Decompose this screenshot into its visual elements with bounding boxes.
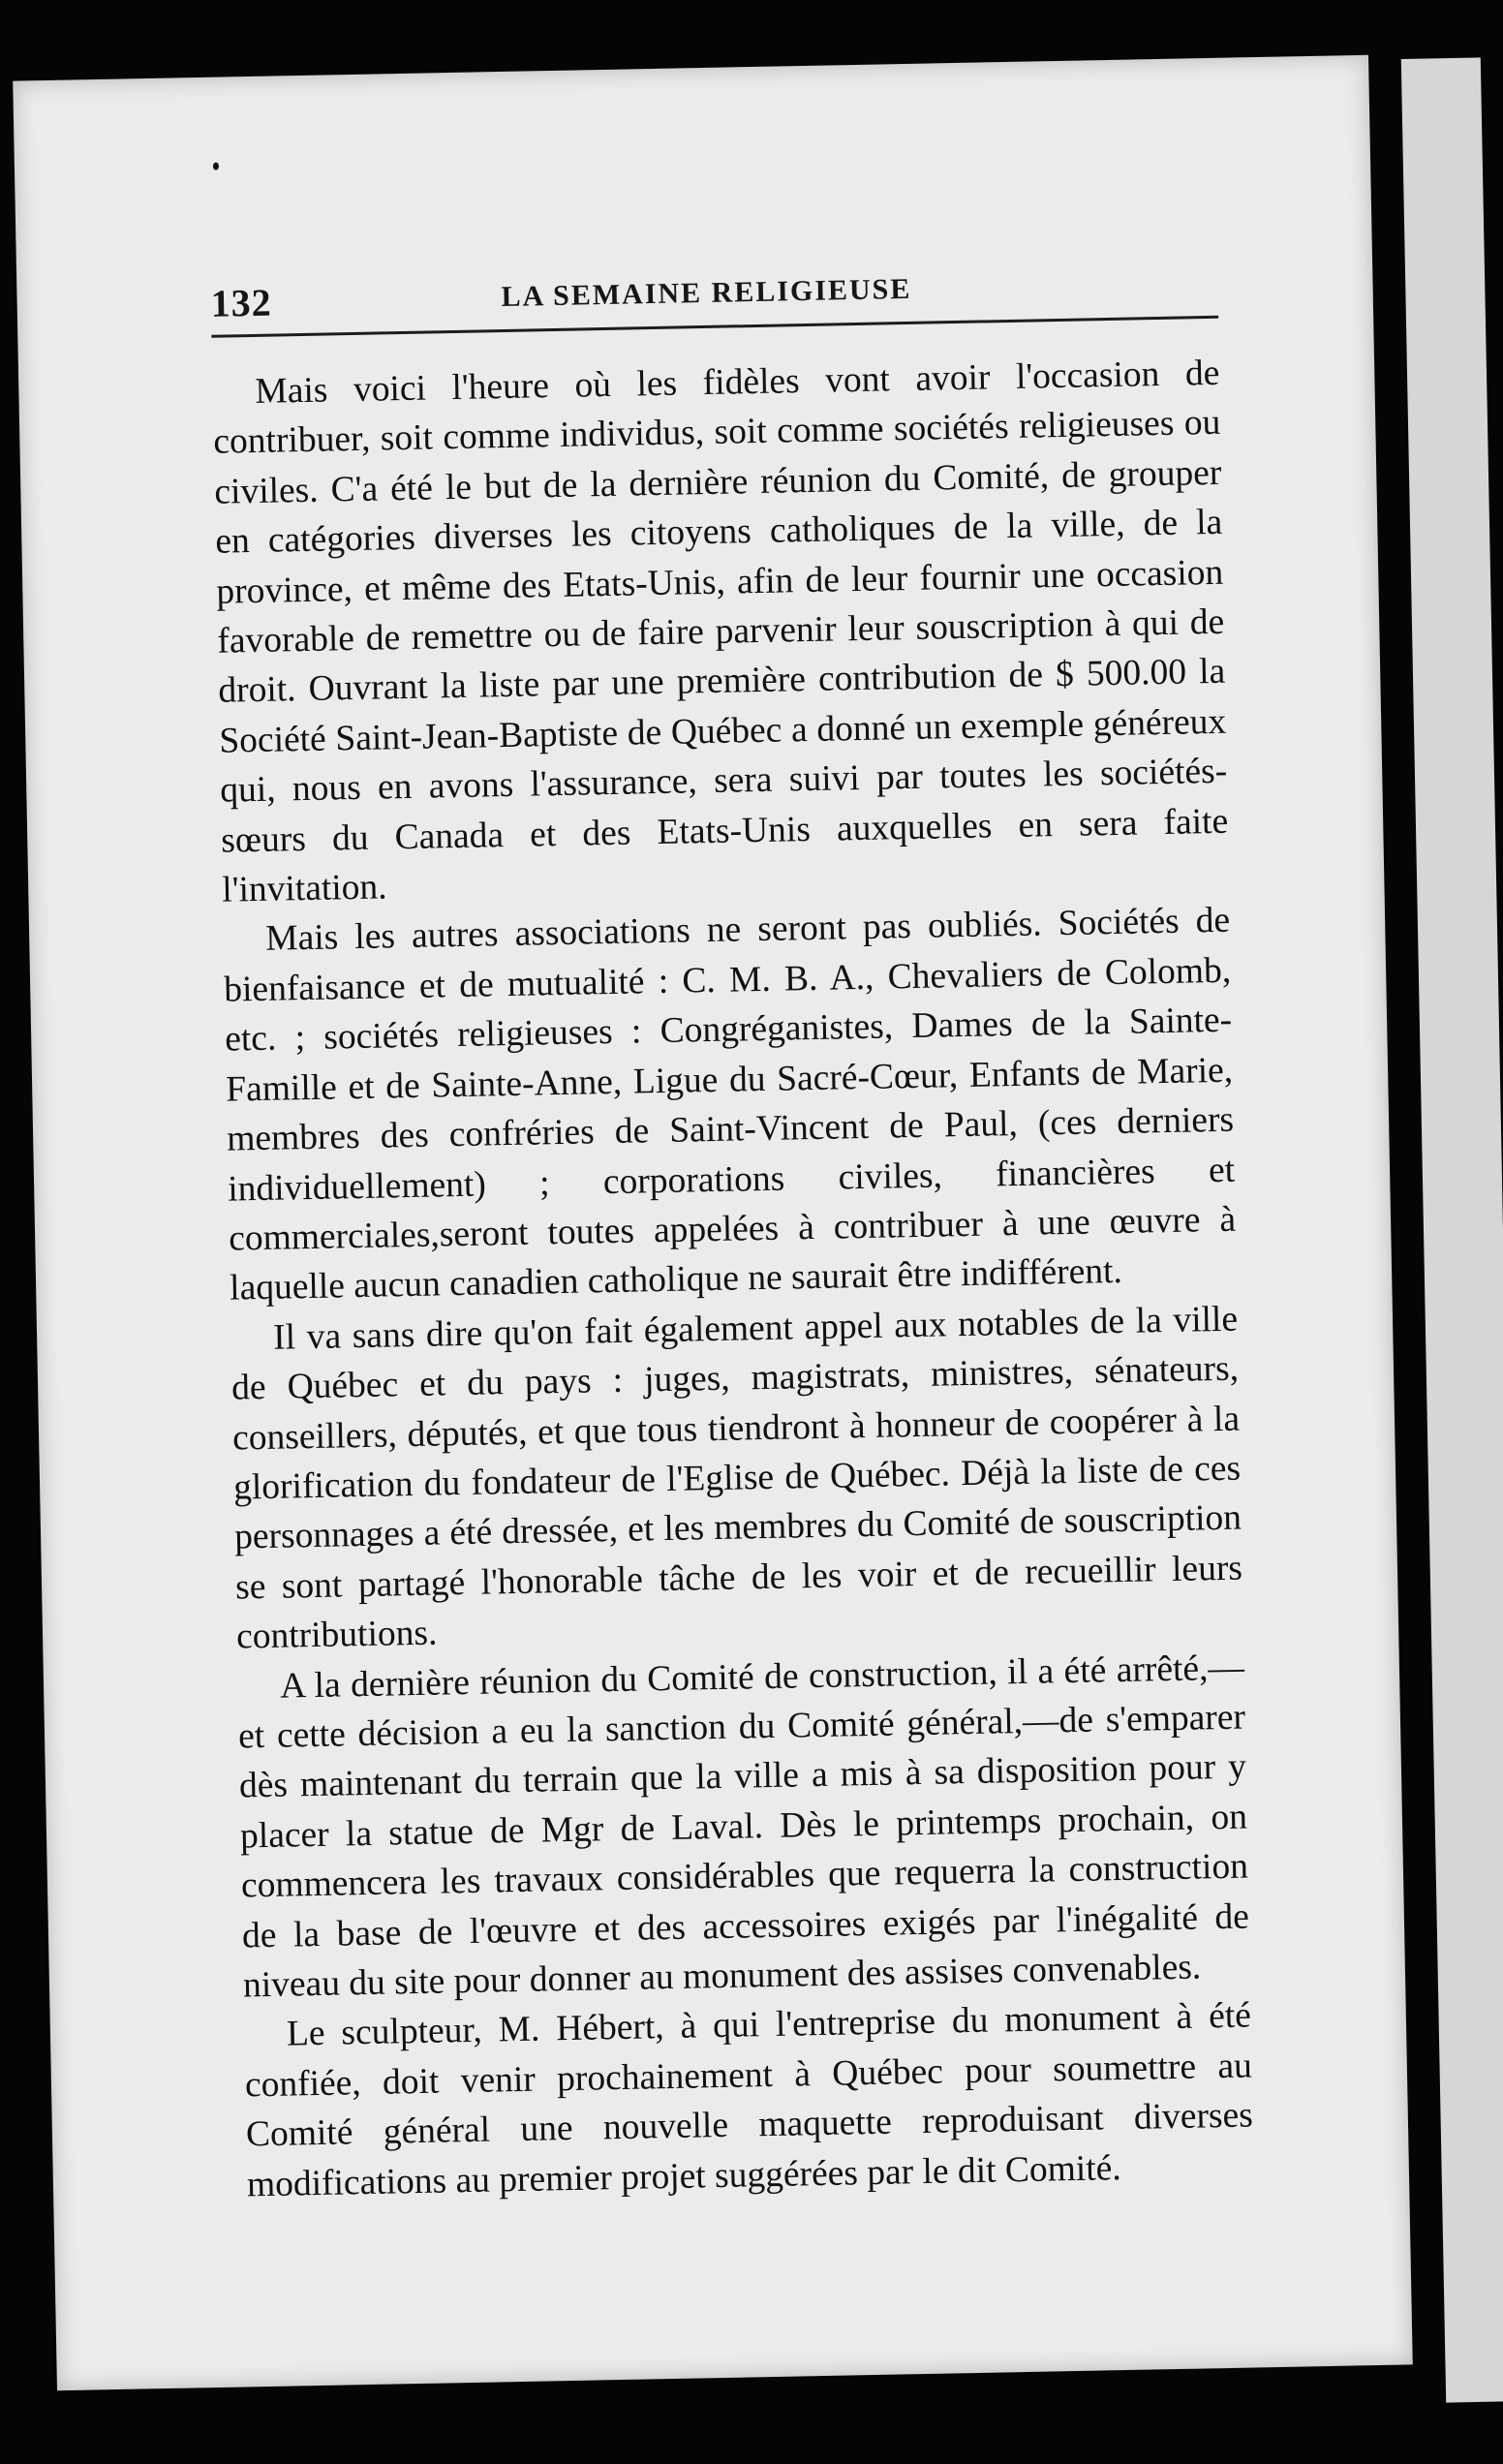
article-body bbox=[212, 349, 1254, 2210]
running-title: LA SEMAINE RELIGIEUSE bbox=[501, 272, 912, 314]
page-header bbox=[210, 262, 1218, 325]
paragraph: Mais voici l'heure où les fidèles vont avoir l'occasion de contribuer, soit comme individus, soit comme sociétés religieuses ou civiles. C'a été le but de la dernière réunion du Comité, de grouper en catégories diverses les citoyens catholiques de la ville, de la province, et même des Etats-Unis, afin de leur fournir une occasion favorable de remettre ou de faire parvenir leur souscription à qui de droit. Ouvrant la liste par une première contribution de $ 500.00 la Société Saint-Jean-Baptiste de Québec a donné un exemple généreux qui, nous en avons l'assurance, sera suivi par toutes les sociétés-sœurs du Canada et des Etats-Unis auxquelles en sera faite l'invitation. bbox=[213, 353, 1229, 910]
paragraph: Le sculpteur, M. Hébert, à qui l'entreprise du monument à été confiée, doit venir prochainement à Québec pour soumettre au Comité général une nouvelle maquette reproduisant diverses modifications au premier projet suggérées par le dit Comité. bbox=[244, 1995, 1254, 2205]
paragraph: Il va sans dire qu'on fait également appel aux notables de la ville de Québec et du pays : juges, magistrats, ministres, sénateurs, conseillers, députés, et que tous tiendront à honneur de coopérer à la glorification du fondateur de l'Eglise de Québec. Déjà la liste de ces personnages a été dressée, et les membres du Comité de souscription se sont partagé l'honorable tâche de les voir et de recueillir leurs contributions. bbox=[230, 1299, 1243, 1657]
paragraph: A la dernière réunion du Comité de construction, il a été arrêté,—et cette décision a eu la sanction du Comité général,—de s'emparer dès maintenant du terrain que la ville a mis à sa disposition pour y placer la statue de Mgr de Laval. Dès le printemps prochain, on commencera les travaux considérables que requerra la construction de la base de l'œuvre et des accessoires exigés par l'inégalité de niveau du site pour donner au monument des assises convenables. bbox=[237, 1648, 1250, 2006]
book-page bbox=[13, 55, 1413, 2390]
scan-speck bbox=[213, 163, 219, 170]
page-number: 132 bbox=[210, 280, 273, 325]
adjacent-page-edge bbox=[1401, 57, 1503, 2402]
paragraph: Mais les autres associations ne seront pas oubliés. Sociétés de bienfaisance et de mutualité : C. M. B. A., Chevaliers de Colomb, etc. ; sociétés religieuses : Congréganistes, Dames de la Sainte-Famille et de Sainte-Anne, Ligue du Sacré-Cœur, Enfants de Marie, membres des confréries de Saint-Vincent de Paul, (ces derniers individuellement) ; corporations civiles, financières et commerciales,seront toutes appelées à contribuer à une œuvre à laquelle aucun canadien catholique ne saurait être indifférent. bbox=[223, 901, 1237, 1309]
